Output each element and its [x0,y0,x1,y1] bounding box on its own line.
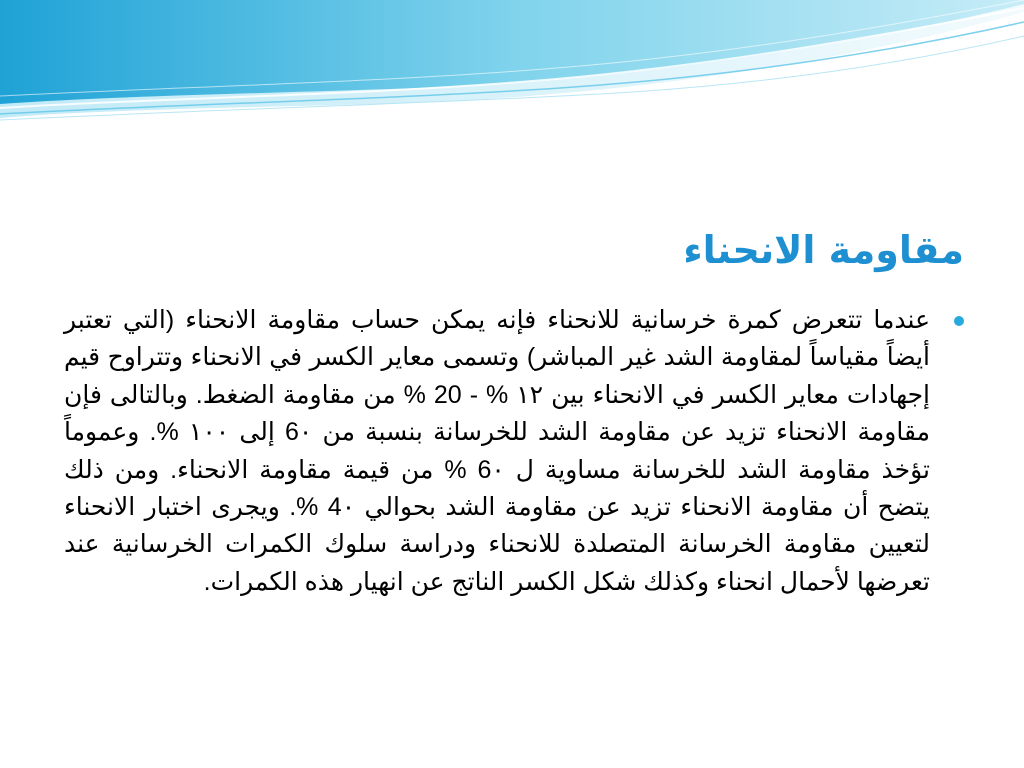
slide-title: مقاومة الانحناء [683,228,964,272]
header-wave-decoration [0,0,1024,140]
bullet-dot-icon [954,316,964,326]
bullet-item [64,302,968,601]
slide-body [64,302,968,601]
bullet-text: عندما تتعرض كمرة خرسانية للانحناء فإنه يمكن حساب مقاومة الانحناء (التي تعتبر أيضاً مقياساً لمقاومة الشد غير المباشر) وتسمى معاير الكسر في الانحناء وتتراوح قيم إجهادات معاير الكسر في الانحناء بين ١٢ % - 20 % من مقاومة الضغط. وبالتالى فإن مقاومة الانحناء تزيد عن مقاومة الشد للخرسانة بنسبة من 6٠ إلى ١٠٠ %. وعموماً تؤخذ مقاومة الشد للخرسانة مساوية ل 6٠ % من قيمة مقاومة الانحناء. ومن ذلك يتضح أن مقاومة الانحناء تزيد عن مقاومة الشد بحوالي 4٠ %. ويجرى اختبار الانحناء لتعيين مقاومة الخرسانة المتصلدة للانحناء ودراسة سلوك الكمرات الخرسانية عند تعرضها لأحمال انحناء وكذلك شكل الكسر الناتج عن انهيار هذه الكمرات. [64,306,930,596]
